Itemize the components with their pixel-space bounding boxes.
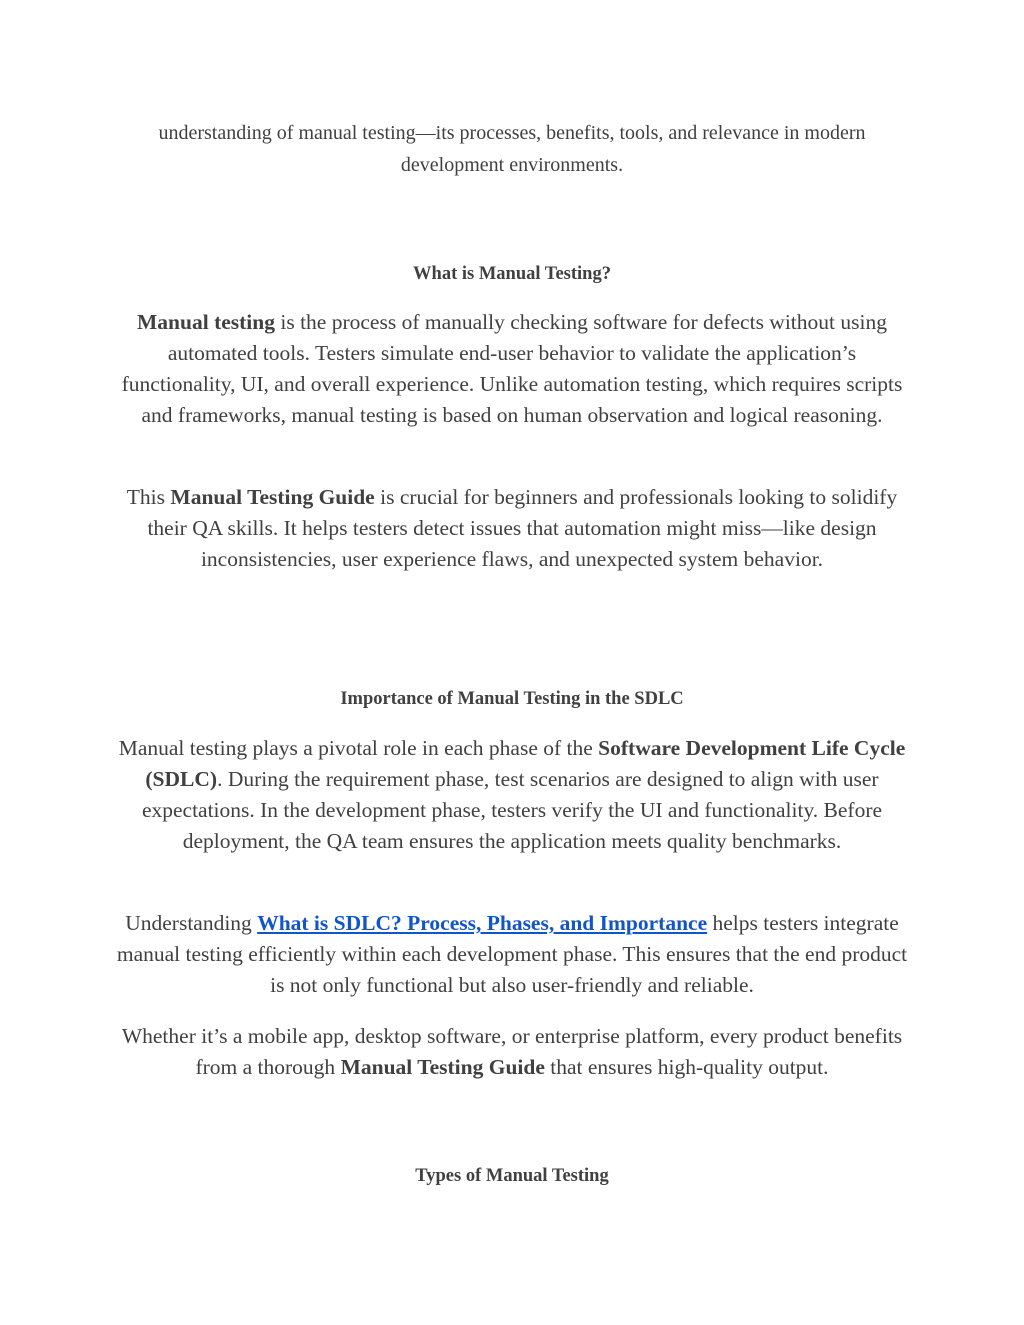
heading-types-of-manual-testing [112, 1164, 912, 1188]
paragraph-manual-testing-guide [112, 482, 912, 575]
bold-term: Manual Testing Guide [340, 1055, 545, 1079]
paragraph-sdlc-role [112, 733, 912, 857]
paragraph-text: that ensures high-quality output. [544, 1055, 829, 1079]
paragraph-lead: This [126, 485, 171, 509]
bold-term: Manual Testing Guide [170, 485, 375, 509]
heading-text: What is Manual Testing? [413, 264, 611, 284]
paragraph-text: . During the requirement phase, test scenarios are designed to align with user expectations. In the development phase, testers verify the UI and functionality. Before deployment, the QA team ensures the application meets quality benchmarks. [141, 767, 883, 853]
paragraph-lead: Whether it’s a mobile app, desktop software, or enterprise platform, every product benefits from a thorough [121, 1024, 903, 1079]
paragraph-lead: Understanding [125, 911, 258, 935]
paragraph-text: is the process of manually checking software for defects without using automated tools. Testers simulate end-user behavior to validate the application’s functionality, UI, and overall experience. Unlike automation testing, which requires scripts and frameworks, manual testing is based on human observation and logical reasoning. [121, 310, 903, 427]
paragraph-text: helps testers integrate manual testing efficiently within each development phase. This ensures that the end product is not only functional but also user-friendly and reliable. [116, 911, 908, 997]
paragraph-text: is crucial for beginners and professionals looking to solidify their QA skills. It helps testers detect issues that automation might miss—like design inconsistencies, user experience flaws, and unexpected system behavior. [147, 485, 898, 571]
paragraph-manual-testing-definition [112, 307, 912, 431]
paragraph-lead: Manual testing plays a pivotal role in each phase of the [118, 736, 599, 760]
bold-term: Manual testing [137, 310, 275, 334]
intro-paragraph [112, 118, 912, 181]
heading-text: Types of Manual Testing [415, 1166, 609, 1186]
paragraph-understanding-sdlc [112, 908, 912, 1001]
intro-text: understanding of manual testing—its processes, benefits, tools, and relevance in modern development environments. [158, 122, 866, 176]
sdlc-article-link[interactable]: What is SDLC? Process, Phases, and Importance [257, 911, 708, 935]
paragraph-product-benefits [112, 1021, 912, 1083]
heading-what-is-manual-testing [112, 262, 912, 286]
heading-importance-sdlc [112, 687, 912, 711]
bold-term: Software Development Life Cycle (SDLC) [145, 736, 906, 791]
heading-text: Importance of Manual Testing in the SDLC [340, 689, 684, 709]
